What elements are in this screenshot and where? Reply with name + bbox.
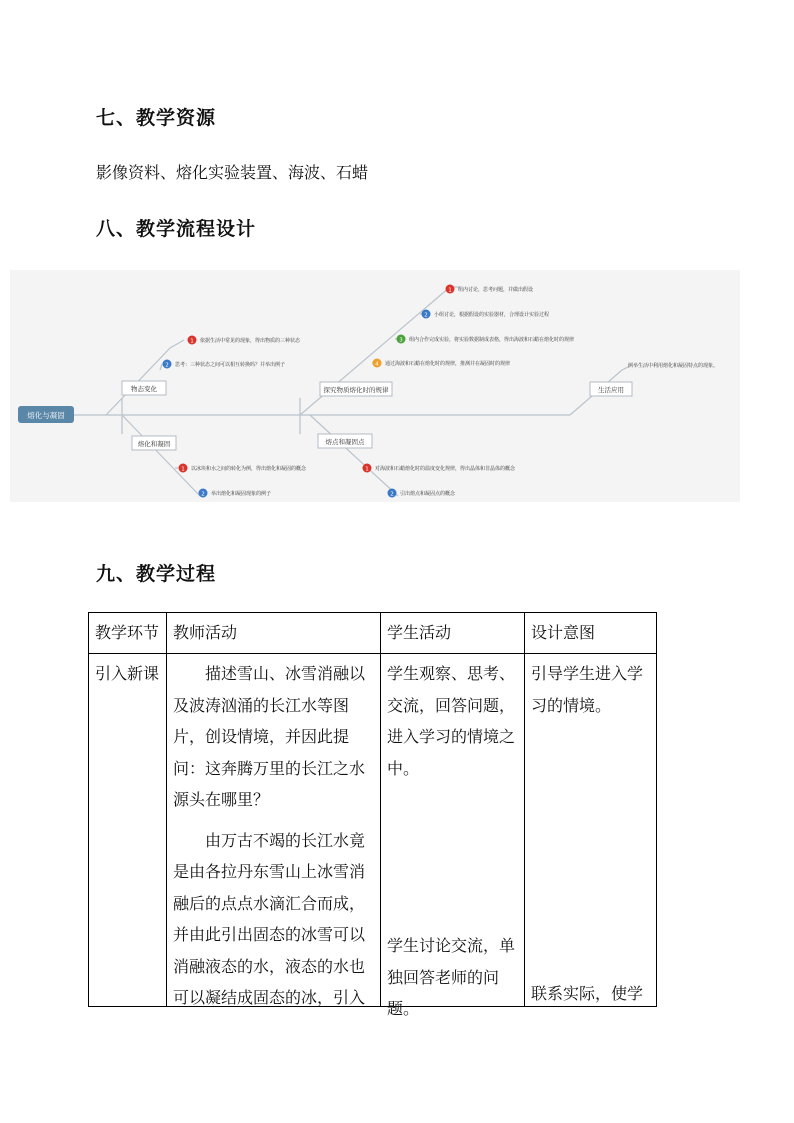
design-text: 联系实际，使学 (531, 984, 644, 1003)
teaching-process-table (88, 612, 657, 1018)
design-text: 引导学生进入学习的情境。 (531, 664, 644, 715)
step-number: 2 (390, 491, 394, 498)
branch-label: 熔点和凝固点 (325, 438, 365, 446)
step-text: 组内讨论，思考问题，并做出假设 (458, 287, 534, 293)
teacher-paragraph: 描述雪山、冰雪消融以及波涛汹涌的长江水等图片，创设情境，并因此提问：这奔腾万里的长江之水源头在哪里？ (173, 664, 366, 809)
header-design: 设计意图 (525, 613, 657, 654)
design-cell (525, 654, 657, 1007)
table-row (89, 654, 657, 1007)
step-number: 1 (365, 466, 369, 473)
header-student: 学生活动 (381, 613, 525, 654)
section7-heading: 七、教学资源 (96, 107, 217, 129)
step-number: 4 (375, 361, 379, 368)
step-number: 1 (181, 466, 185, 473)
step-text: 通过海波和石蜡在熔化时的规律，推测并在凝固时的规律 (385, 361, 511, 367)
teacher-cell (167, 654, 381, 1007)
step-text: 引出熔点和凝固点的概念 (400, 491, 456, 497)
student-text: 学生观察、思考、交流，回答问题，进入学习的情境之中。 (387, 664, 516, 778)
student-cell (381, 654, 525, 1018)
resources-text: 影像资料、熔化实验装置、海波、石蜡 (96, 163, 369, 182)
branch-label: 熔化和凝固 (137, 440, 171, 448)
section8-heading: 八、教学流程设计 (96, 218, 257, 240)
branch-label: 探究物质熔化时的规律 (323, 386, 389, 394)
step-text: 对海波和石蜡熔化时的温度变化规律，得出晶体和非晶体的概念 (375, 466, 516, 472)
teacher-paragraph: 由万古不竭的长江水竟是由各拉丹东雪山上冰雪消融后的点点水滴汇合而成，并由此引出固态的冰雪可以消融液态的水，液态的水也可以凝结成固态的冰，引入 (173, 830, 366, 1007)
step-number: 1 (448, 287, 452, 294)
step-text: 组内合作完成实验，将实验数据制成表格，得出海波和石蜡在熔化时的规律 (409, 337, 575, 343)
step-number: 1 (190, 338, 194, 345)
root-label: 熔化与凝固 (27, 411, 65, 420)
header-teacher: 教师活动 (167, 613, 381, 654)
step-number: 2 (165, 362, 169, 369)
branch-label: 物态变化 (131, 385, 157, 393)
application-note: 例举生活中利用熔化和凝固特点的现象。 (628, 363, 719, 369)
step-text: 以冰块和水之间的转化为例，得出熔化和凝固的概念 (191, 466, 307, 472)
stage-text: 引入新课 (95, 664, 160, 683)
section9-heading: 九、教学过程 (96, 563, 217, 585)
stage-cell (89, 654, 167, 1007)
step-number: 2 (201, 491, 205, 498)
step-number: 3 (399, 337, 403, 344)
step-text: 思考：三种状态之间可以相互转换吗？并举出例子 (175, 362, 286, 368)
header-stage: 教学环节 (89, 613, 167, 654)
step-number: 2 (424, 312, 428, 319)
step-text: 举出熔化和凝固现象的例子 (211, 491, 272, 497)
student-text: 学生讨论交流，单独回答老师的问题。 (387, 936, 516, 1018)
teaching-flow-mindmap (10, 270, 740, 502)
table-header-row (89, 613, 657, 654)
step-text: 依据生活中常见的现象，得出物质的三种状态 (200, 338, 301, 344)
step-text: 小组讨论，根据假设的实验器材，合理设计实验过程 (434, 312, 550, 318)
branch-label: 生活应用 (598, 386, 624, 394)
